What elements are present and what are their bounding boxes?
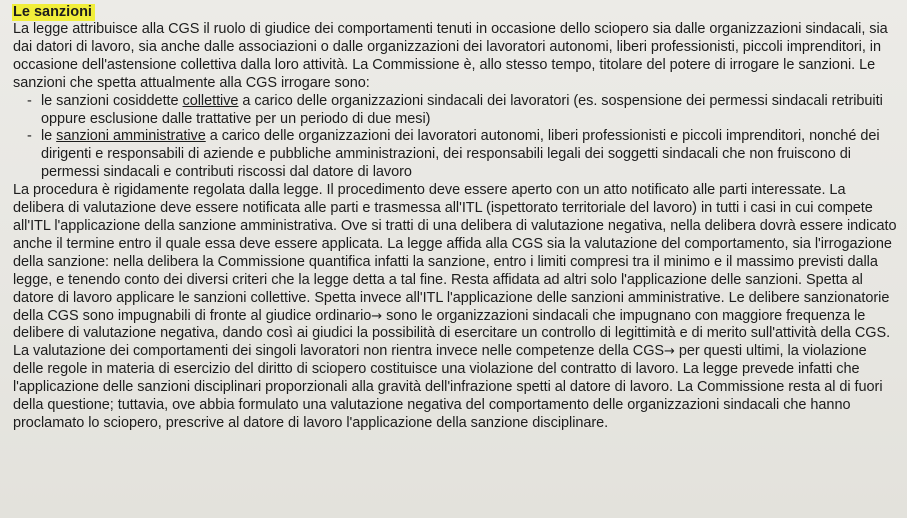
arrow-icon: → xyxy=(664,344,675,360)
list-item-text-prefix: le sanzioni cosiddette xyxy=(41,92,183,109)
list-item-underlined-term: sanzioni amministrative xyxy=(56,128,206,145)
procedure-paragraph xyxy=(13,182,897,433)
procedure-text-part-3: per questi ultimi, la violazione delle regole in materia di esercizio del diritto di sciopero costituisce una violazione del contratto di lavoro. La legge prevede infatti che l'applicazione delle sanzioni disciplinari proporzionali alla gravità dell'infrazione spetti al datore di lavoro. La Commissione resta al di fuori della questione; tuttavia, ove abbia formulato una valutazione negativa del comportamento delle organizzazioni sindacali che hanno proclamato lo sciopero, prescrive al datore di lavoro l'applicazione della sanzione disciplinare. xyxy=(13,343,883,431)
list-dash: - xyxy=(27,92,32,109)
sanctions-list xyxy=(13,93,897,183)
list-dash: - xyxy=(27,128,32,145)
list-item-underlined-term: collettive xyxy=(182,92,239,109)
section-title: Le sanzioni xyxy=(12,4,95,21)
list-item xyxy=(13,128,897,182)
arrow-icon: → xyxy=(371,308,383,324)
procedure-text-part-1: La procedura è rigidamente regolata dalla legge. Il procedimento deve essere aperto con un atto notificato alle parti interessate. La delibera di valutazione deve essere notificata alle parti e trasmessa all'ITL (ispettorato territoriale del lavoro) in tutti i casi in cui compete all'ITL l'applicazione della sanzione amministrativa. Ove si tratti di una delibera di valutazione negativa, nella delibera dovrà essere indicato anche il termine entro il quale essa deve essere applicata. La legge affida alla CGS sia la valutazione del comportamento, sia l'irrogazione della sanzione: nella delibera la Commissione quantifica infatti la sanzione, entro i limiti compresi tra il minimo e il massimo previsti dalla legge, e tenendo conto dei diversi criteri che la legge detta a tal fine. Resta affidata ad altri solo l'applicazione delle sanzioni. Spetta al datore di lavoro applicare le sanzioni collettive. Spetta invece all'ITL l'applicazione delle sanzioni amministrative. Le delibere sanzionatorie della CGS sono impugnabili di fronte al giudice ordinario xyxy=(13,182,897,324)
list-item-text-prefix: le xyxy=(41,128,57,145)
list-item xyxy=(13,93,897,129)
intro-paragraph: La legge attribuisce alla CGS il ruolo di giudice dei comportamenti tenuti in occasione dello sciopero sia dalle organizzazioni sindacali, sia dai datori di lavoro, sia anche dalle associazioni o dalle organizzazioni dei lavoratori autonomi, liberi professionisti, piccoli imprenditori, in occasione dell'astensione collettiva dalla loro attività. La Commissione è, allo stesso tempo, titolare del potere di irrogare le sanzioni. Le sanzioni che spetta attualmente alla CGS irrogare sono: xyxy=(13,21,888,91)
procedure-text-part-2: sono le organizzazioni sindacali che impugnano con maggiore frequenza le delibere di valutazione negativa, dando così ai giudici la possibilità di esercitare un controllo di legittimità e di merito sull'attività della CGS. La valutazione dei comportamenti dei singoli lavoratori non rientra invece nelle competenze della CGS xyxy=(13,307,891,360)
list-item-text-suffix: a carico delle organizzazioni dei lavoratori autonomi, liberi professionisti e piccoli imprenditori, nonché dei dirigenti e responsabili di aziende e pubbliche amministrazioni, dei responsabili legali dei soggetti sindacali che non fruiscono di permessi sindacali e contributi riscossi dal datore di lavoro xyxy=(41,128,880,181)
list-item-text-suffix: a carico delle organizzazioni sindacali dei lavoratori (es. sospensione dei permessi sindacali retribuiti oppure esclusione dalle trattative per un periodo di due mesi) xyxy=(41,92,883,127)
